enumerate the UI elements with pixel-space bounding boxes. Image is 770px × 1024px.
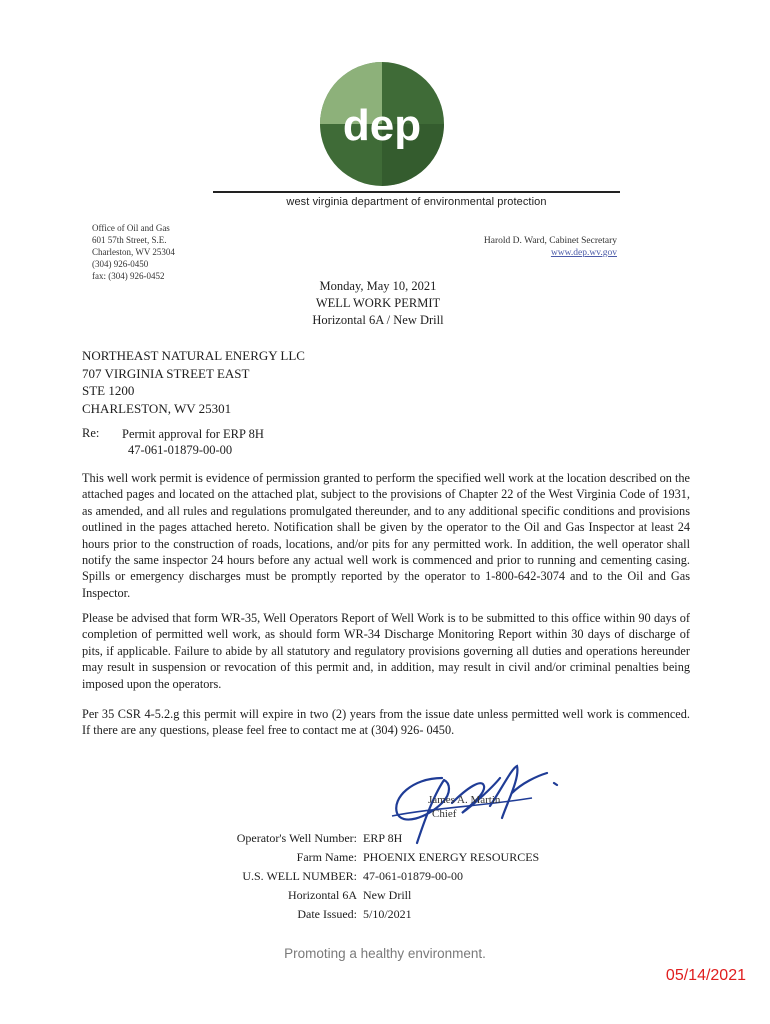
re-line: Permit approval for ERP 8H [122, 427, 264, 441]
office-line: 601 57th Street, S.E. [92, 235, 167, 245]
re-label: Re: [82, 426, 100, 440]
signer-name: James A. Martin [428, 794, 501, 806]
info-value: New Drill [363, 888, 412, 902]
signer-title: Chief [432, 808, 457, 820]
office-line: Charleston, WV 25304 [92, 247, 175, 257]
info-row [200, 829, 539, 848]
office-line: Office of Oil and Gas [92, 223, 170, 233]
letter-subtitle: Horizontal 6A / New Drill [312, 313, 444, 327]
info-row [200, 848, 539, 867]
secretary-name: Harold D. Ward, Cabinet Secretary [483, 236, 617, 246]
info-label: U.S. WELL NUMBER: [242, 869, 357, 883]
well-info-table [200, 829, 539, 924]
info-value: ERP 8H [363, 831, 403, 845]
info-value: 47-061-01879-00-00 [363, 869, 463, 883]
info-row [200, 867, 539, 886]
website-link[interactable]: www.dep.wv.gov [550, 248, 617, 258]
agency-name: west virginia department of environmental protection [286, 196, 547, 208]
logo-wordmark: dep [342, 101, 422, 150]
address-line: NORTHEAST NATURAL ENERGY LLC [82, 348, 305, 363]
office-line: fax: (304) 926-0452 [92, 271, 165, 281]
body-paragraph: Please be advised that form WR-35, Well Operators Report of Well Work is to be submitted to this office within 90 days of completion of permitted well work, as should form WR-34 Discharge Monitoring Report within 30 days of discharge of pits, if applicable. Failure to abide by all statutory and regulatory provisions governing all duties and operations hereunder may result in suspension or revocation of this permit and, in addition, may result in civil and/or criminal penalties being imposed upon the operators. [82, 611, 690, 691]
address-line: 707 VIRGINIA STREET EAST [82, 365, 250, 381]
dep-logo [318, 60, 446, 188]
address-line: STE 1200 [82, 383, 135, 398]
body-paragraph: This well work permit is evidence of permission granted to perform the specified well work at the location described on the attached pages and located on the attached plat, subject to the provisions of Chapter 22 of the West Virginia Code of 1931, as amended, and all rules and regulations promulgated thereunder, and to any additional specific conditions and provisions outlined in the pages attached hereto. Notification shall be given by the operator to the Oil and Gas Inspector at least 24 hours prior to the construction of roads, locations, and/or pits for any permitted work. In addition, the well operator shall notify the same inspector 24 hours before any actual well work is commenced and prior to running and cementing casing. Spills or emergency discharges must be promptly reported by the operator to 1-800-642-3074 and to the Oil and Gas Inspector. [82, 471, 690, 600]
office-address [92, 222, 175, 282]
letter-heading [253, 278, 503, 329]
letter-date: Monday, May 10, 2021 [319, 279, 437, 293]
footer-slogan: Promoting a healthy environment. [284, 946, 486, 961]
header-divider [213, 191, 620, 193]
recipient-address [82, 347, 305, 417]
body-paragraph: Per 35 CSR 4-5.2.g this permit will expire in two (2) years from the issue date unless permitted well work is commenced. If there are any questions, please feel free to contact me at (304) 926- 0450. [82, 707, 690, 738]
letter-title: WELL WORK PERMIT [315, 296, 441, 310]
secretary-block [484, 235, 617, 259]
info-label: Date Issued: [297, 907, 357, 921]
re-subject [122, 426, 264, 458]
info-value: PHOENIX ENERGY RESOURCES [363, 850, 540, 864]
re-line: 47-061-01879-00-00 [128, 443, 233, 457]
received-date-stamp: 05/14/2021 [665, 967, 746, 984]
address-line: CHARLESTON, WV 25301 [82, 400, 232, 416]
info-label: Operator's Well Number: [236, 831, 357, 845]
info-row [200, 886, 539, 905]
info-label: Farm Name: [296, 850, 357, 864]
info-value: 5/10/2021 [363, 907, 412, 921]
office-line: (304) 926-0450 [92, 259, 149, 269]
info-row [200, 905, 539, 924]
info-label: Horizontal 6A [288, 888, 357, 902]
